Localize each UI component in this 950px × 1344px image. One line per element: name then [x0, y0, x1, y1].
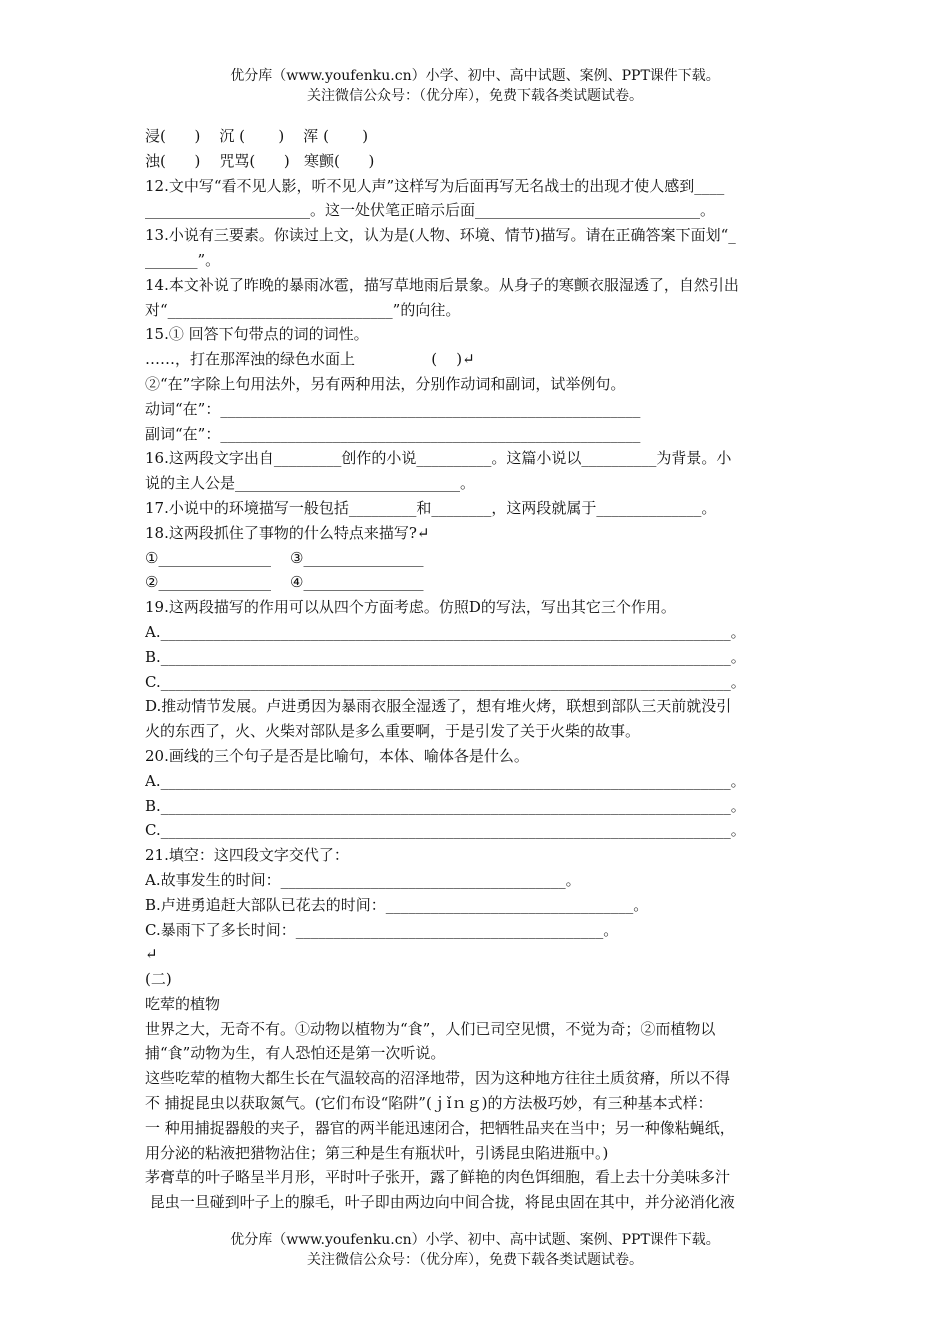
section-heading: (二) [145, 970, 172, 989]
paragraph-line: 茅膏草的叶子略呈半月形，平时叶子张开，露了鲜艳的肉色饵细胞，看上去十分美味多汁 [145, 1168, 731, 1187]
text-line: 副词“在”：________________________________________________________ [145, 424, 641, 443]
text-line: B.卢进勇追赶大部队已花去的时间：_________________________________。 [145, 895, 649, 914]
question-12: 12.文中写“看不见人影，听不见人声”这样写为后面再写无名战士的出现才使人感到____ [145, 176, 725, 195]
document-body [145, 124, 810, 1215]
text-line: ②_______________ ④________________ [145, 573, 424, 592]
paragraph-line: 一 种用捕捉器般的夹子，器官的两半能迅速闭合，把牺牲品夹在当中；另一种像粘蝇纸， [145, 1118, 735, 1137]
question-13: 13.小说有三要素。你读过上文，认为是(人物、环境、情节)描写。请在正确答案下面划“_ [145, 226, 736, 245]
paragraph-line: 不 捕捉昆虫以获取氮气。(它们布设“陷阱”(ｊǐｎｇ)的方法极巧妙，有三种基本式样： [145, 1094, 713, 1113]
text-line: 浊( ) 咒骂( ) 寒颤( ) [145, 151, 375, 170]
question-21: 21.填空：这四段文字交代了： [145, 846, 349, 865]
question-18: 18.这两段抓住了事物的什么特点来描写?↵ [145, 523, 430, 542]
header-line-2: 关注微信公众号：（优分库），免费下载各类试题试卷。 [307, 88, 643, 104]
text-line: C.____________________________________________________________________________。 [145, 821, 746, 840]
question-16: 16.这两段文字出自_________创作的小说__________。这篇小说以__________为背景。小 [145, 449, 732, 468]
footer-line-2: 关注微信公众号：（优分库），免费下载各类试题试卷。 [307, 1252, 643, 1268]
paragraph-line: 世界之大，无奇不有。①动物以植物为“食”，人们已司空见惯，不觉为奇；②而植物以 [145, 1019, 716, 1038]
text-line: 说的主人公是______________________________。 [145, 474, 476, 493]
text-line: B.____________________________________________________________________________。 [145, 796, 746, 815]
text-line: _______”。 [145, 250, 221, 269]
text-line: D.推动情节发展。卢进勇因为暴雨衣服全湿透了，想有堆火烤，联想到部队三天前就没引 [145, 697, 732, 716]
paragraph-line: 这些吃荤的植物大都生长在气温较高的沼泽地带，因为这种地方往往土质贫瘠，所以不得 [145, 1069, 731, 1088]
question-19: 19.这两段描写的作用可以从四个方面考虑。仿照D的写法，写出其它三个作用。 [145, 598, 676, 617]
question-17: 17.小说中的环境描写一般包括_________和________，这两段就属于______________。 [145, 498, 717, 517]
text-line: B.____________________________________________________________________________。 [145, 647, 746, 666]
text-line: A.故事发生的时间：______________________________________。 [145, 870, 581, 889]
text-line: ↵ [145, 945, 158, 964]
text-line: ②“在”字除上句用法外，另有两种用法，分别作动词和副词，试举例句。 [145, 374, 626, 393]
text-line: A.____________________________________________________________________________。 [145, 622, 746, 641]
paragraph-line: 用分泌的粘液把猎物沾住；第三种是生有瓶状叶，引诱昆虫陷进瓶中。) [145, 1143, 609, 1162]
text-line: 动词“在”：________________________________________________________ [145, 399, 641, 418]
text-line: C.暴雨下了多长时间：_________________________________________。 [145, 920, 619, 939]
text-line: ……，打在那浑浊的绿色水面上 ( )↵ [145, 350, 475, 369]
header-line-1: 优分库（www.youfenku.cn）小学、初中、高中试题、案例、PPT课件下载。 [230, 68, 720, 84]
text-line: ①_______________ ③________________ [145, 548, 424, 567]
page-header [0, 66, 950, 106]
question-20: 20.画线的三个句子是否是比喻句，本体、喻体各是什么。 [145, 746, 529, 765]
footer-line-1: 优分库（www.youfenku.cn）小学、初中、高中试题、案例、PPT课件下载。 [230, 1232, 720, 1248]
text-line: 火的东西了，火、火柴对部队是多么重要啊，于是引发了关于火柴的故事。 [145, 722, 641, 741]
text-line: A.____________________________________________________________________________。 [145, 771, 746, 790]
article-title: 吃荤的植物 [145, 994, 221, 1013]
question-15: 15.① 回答下句带点的词的词性。 [145, 325, 369, 344]
paragraph-line: 捕“食”动物为生，有人恐怕还是第一次听说。 [145, 1044, 446, 1063]
text-line: 对“______________________________”的向往。 [145, 300, 461, 319]
paragraph-line: 昆虫一旦碰到叶子上的腺毛，叶子即由两边向中间合拢，将昆虫固在其中，并分泌消化液 [145, 1193, 735, 1212]
text-line: 浸( ) 沉 ( ) 浑 ( ) [145, 127, 369, 145]
question-14: 14.本文补说了昨晚的暴雨冰雹，描写草地雨后景象。从身子的寒颤衣服湿透了，自然引出 [145, 275, 739, 294]
text-line: ______________________。这一处伏笔正暗示后面______________________________。 [145, 201, 716, 220]
text-line: C.____________________________________________________________________________。 [145, 672, 746, 691]
page-footer [0, 1230, 950, 1270]
